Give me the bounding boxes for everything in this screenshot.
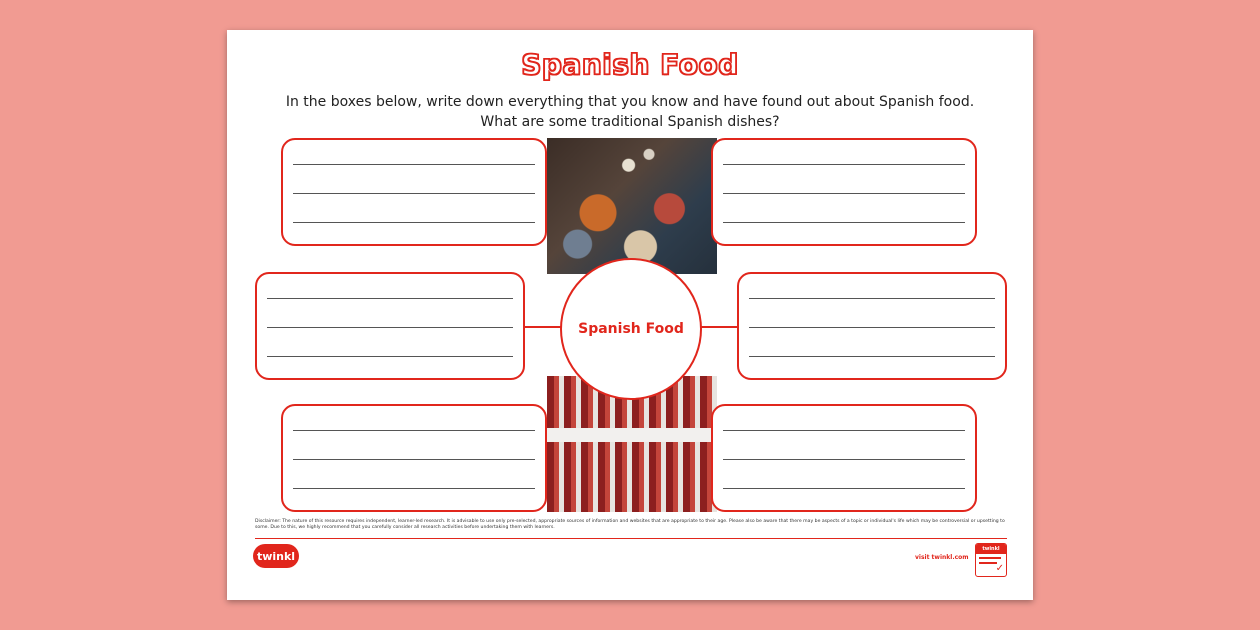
- worksheet: [227, 30, 1033, 600]
- answer-box-bottom-right[interactable]: [711, 404, 977, 512]
- writing-line[interactable]: [749, 356, 995, 357]
- writing-line[interactable]: [723, 488, 965, 489]
- writing-line[interactable]: [723, 222, 965, 223]
- writing-line[interactable]: [293, 488, 535, 489]
- check-icon: ✓: [995, 563, 1004, 574]
- answer-box-top-right[interactable]: [711, 138, 977, 246]
- writing-line[interactable]: [267, 327, 513, 328]
- answer-box-middle-right[interactable]: [737, 272, 1007, 380]
- writing-line[interactable]: [749, 327, 995, 328]
- badge-line: [979, 557, 1001, 559]
- writing-line[interactable]: [723, 164, 965, 165]
- connector-right: [699, 326, 737, 328]
- tapas-table-photo: [547, 138, 717, 274]
- writing-line[interactable]: [749, 298, 995, 299]
- footer-rule: [255, 538, 1007, 539]
- twinkl-quality-badge-icon: [975, 543, 1007, 577]
- badge-line: [979, 562, 997, 564]
- connector-left: [525, 326, 561, 328]
- disclaimer: Disclaimer: The nature of this resource requires independent, learner-led research. It is advisable to use only pre-selected, appropriate sources of information and websites that are appropriate to their age. Please also be aware that there may be aspects of a topic or individual's life which may be controversial or upsetting to some. Due to this, we highly recommend that you carefully consider all research activities before undertaking them with learners.: [255, 519, 1005, 530]
- writing-line[interactable]: [723, 193, 965, 194]
- writing-line[interactable]: [293, 430, 535, 431]
- answer-box-middle-left[interactable]: [255, 272, 525, 380]
- answer-box-top-left[interactable]: [281, 138, 547, 246]
- center-label: Spanish Food: [578, 321, 684, 337]
- writing-line[interactable]: [723, 430, 965, 431]
- answer-box-bottom-left[interactable]: [281, 404, 547, 512]
- writing-line[interactable]: [267, 356, 513, 357]
- instruction-line-2: What are some traditional Spanish dishes?: [480, 114, 780, 130]
- writing-line[interactable]: [293, 193, 535, 194]
- visit-twinkl-link[interactable]: visit twinkl.com: [915, 554, 969, 561]
- writing-line[interactable]: [723, 459, 965, 460]
- writing-line[interactable]: [293, 164, 535, 165]
- writing-line[interactable]: [267, 298, 513, 299]
- worksheet-title: Spanish Food: [521, 48, 739, 81]
- writing-line[interactable]: [293, 222, 535, 223]
- badge-label: twinkl: [976, 544, 1006, 554]
- instruction-line-1: In the boxes below, write down everything that you know and have found out about Spanish food.: [285, 94, 975, 110]
- writing-line[interactable]: [293, 459, 535, 460]
- instructions: [227, 92, 1033, 132]
- center-circle: [560, 258, 702, 400]
- twinkl-logo[interactable]: twinkl: [253, 544, 299, 568]
